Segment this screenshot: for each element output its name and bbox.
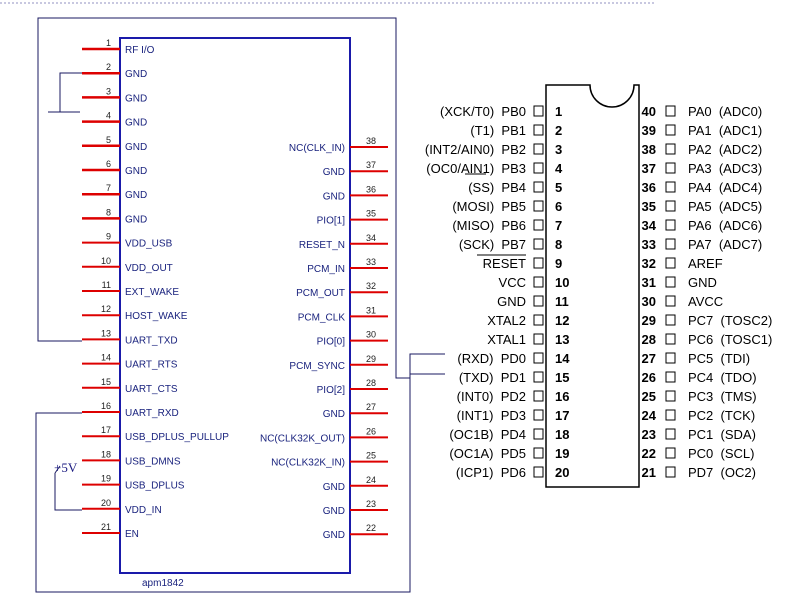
- mcu-pin-pad: [534, 372, 543, 382]
- module-pin-number: 13: [100, 328, 111, 339]
- module-pin-number: 11: [101, 280, 111, 290]
- mcu-pin-number: 15: [555, 370, 570, 385]
- module-pin-label: NC(CLK32K_OUT): [259, 433, 345, 445]
- mcu-pin-pad: [666, 448, 675, 458]
- mcu-pin-pad: [666, 258, 675, 268]
- mcu-pin-number: 27: [641, 351, 656, 366]
- wires: [36, 18, 445, 592]
- module-pin-number: 37: [366, 160, 377, 171]
- mcu-pin-number: 17: [555, 408, 570, 423]
- mcu-pin-pad: [534, 391, 543, 401]
- mcu-pin-label: AREF: [688, 256, 723, 271]
- mcu-pin-label: VCC: [498, 275, 526, 290]
- mcu-pin-number: 8: [555, 237, 563, 252]
- mcu-pin-label: PA6 (ADC6): [688, 218, 763, 233]
- mcu-pin-number: 11: [555, 294, 569, 309]
- mcu-pin-pad: [666, 163, 675, 173]
- mcu-pin-label: PC2 (TCK): [688, 408, 756, 423]
- mcu-pin-pad: [534, 144, 543, 154]
- module-pin-label: GND: [125, 117, 148, 129]
- mcu-pin-label: (TXD) PD1: [458, 370, 526, 385]
- module-pin-number: 25: [366, 450, 377, 461]
- module-pin-label: VDD_USB: [125, 238, 173, 250]
- module-pin-label: GND: [322, 481, 345, 493]
- module-pin-number: 15: [100, 376, 111, 387]
- module-pin-number: 4: [105, 110, 111, 121]
- module-pin-label: GND: [125, 166, 148, 177]
- module-pin-label: GND: [322, 167, 345, 179]
- mcu-pin-number: 24: [641, 408, 656, 423]
- module-pin-number: 33: [366, 257, 377, 267]
- module-pin-label: PCM_CLK: [297, 312, 345, 324]
- mcu-pin-label: (SS) PB4: [468, 180, 526, 195]
- mcu-pin-number: 28: [641, 332, 656, 347]
- mcu-pin-number: 37: [641, 161, 656, 176]
- mcu-pin-number: 32: [641, 256, 656, 271]
- mcu-pin-label: XTAL2: [487, 313, 526, 328]
- module-pin-label: GND: [125, 214, 148, 226]
- module-pin-number: 20: [100, 497, 111, 508]
- module-pin-number: 10: [100, 255, 111, 266]
- mcu-pin-number: 31: [641, 275, 656, 290]
- mcu-pin-pad: [534, 334, 543, 344]
- wire-rxd-to-txd: [36, 374, 445, 592]
- mcu-pin-number: 6: [555, 199, 563, 214]
- mcu-pin-pad: [534, 448, 543, 458]
- power-label: +5V: [54, 460, 78, 475]
- mcu-pin-number: 40: [641, 104, 656, 119]
- mcu-pin-number: 36: [641, 180, 656, 195]
- mcu-pin-label: RESET: [482, 256, 526, 271]
- mcu-pin-number: 7: [555, 218, 563, 233]
- mcu-pin-number: 4: [555, 161, 563, 176]
- mcu-pin-pad: [666, 239, 675, 249]
- mcu-pin-pad: [666, 277, 675, 287]
- module-pin-label: UART_RTS: [125, 359, 178, 371]
- mcu-pin-label: PA7 (ADC7): [688, 237, 763, 252]
- mcu-pin-label: PD7 (OC2): [688, 465, 756, 480]
- module-pin-label: GND: [125, 141, 148, 153]
- module-pin-number: 7: [105, 183, 111, 194]
- module-pin-label: EXT_WAKE: [125, 287, 180, 298]
- mcu-pin-number: 16: [555, 389, 570, 404]
- module-pin-label: PCM_IN: [307, 264, 345, 275]
- mcu-pin-number: 39: [641, 123, 656, 138]
- module-pin-number: 5: [105, 134, 111, 145]
- module-pin-number: 2: [105, 62, 111, 73]
- mcu-pin-label: PC0 (SCL): [688, 446, 755, 461]
- module-pin-number: 8: [105, 207, 111, 218]
- module-pin-number: 29: [366, 353, 377, 364]
- mcu-pin-label: (INT2/AIN0) PB2: [424, 142, 526, 157]
- mcu-pin-label: PA2 (ADC2): [688, 142, 763, 157]
- mcu-pin-number: 23: [641, 427, 656, 442]
- module-pin-label: PIO[2]: [316, 385, 345, 396]
- mcu-pin-label: PC5 (TDI): [688, 351, 751, 366]
- mcu-pin-pad: [666, 296, 675, 306]
- mcu-pin-label: PC3 (TMS): [688, 389, 757, 404]
- module-pin-number: 26: [366, 426, 377, 437]
- mcu-pin-pad: [534, 125, 543, 135]
- module-pin-label: USB_DPLUS_PULLUP: [125, 432, 229, 444]
- module-pin-label: NC(CLK_IN): [288, 143, 345, 154]
- mcu-pin-pad: [666, 353, 675, 363]
- module-pin-number: 35: [366, 208, 377, 219]
- mcu-pin-label: PC6 (TOSC1): [688, 332, 773, 347]
- module-pin-number: 34: [366, 232, 377, 243]
- mcu-pin-label: (MOSI) PB5: [452, 199, 526, 214]
- mcu-pin-pad: [534, 277, 543, 287]
- mcu-pin-number: 20: [555, 465, 570, 480]
- module-pin-number: 18: [100, 449, 111, 460]
- mcu-pin-label: (OC1B) PD4: [449, 427, 526, 442]
- mcu-pin-number: 1: [555, 104, 563, 119]
- mcu-pin-pad: [534, 315, 543, 325]
- mcu-pin-label: XTAL1: [487, 332, 526, 347]
- mcu-pin-number: 34: [641, 218, 656, 233]
- module-left-pins: [82, 38, 229, 540]
- mcu-pin-number: 3: [555, 142, 563, 157]
- module-pin-number: 21: [100, 522, 111, 532]
- mcu-pin-label: (INT0) PD2: [456, 389, 526, 404]
- mcu-pin-number: 26: [641, 370, 656, 385]
- module-outline: [120, 38, 350, 573]
- mcu-pin-number: 13: [555, 332, 570, 347]
- mcu-pin-number: 35: [641, 199, 656, 214]
- mcu-pin-pad: [534, 296, 543, 306]
- module-pin-number: 32: [366, 281, 377, 292]
- mcu-pin-pad: [666, 467, 675, 477]
- mcu-pin-number: 2: [555, 123, 563, 138]
- mcu-pin-label: GND: [497, 294, 526, 309]
- mcu-pin-pad: [666, 315, 675, 325]
- module-pin-label: NC(CLK32K_IN): [271, 457, 345, 469]
- module-pin-label: GND: [322, 409, 345, 421]
- mcu-pin-pad: [666, 220, 675, 230]
- mcu-pin-number: 21: [641, 465, 656, 480]
- mcu-pin-label: GND: [688, 275, 717, 290]
- bluetooth-module: [82, 38, 388, 589]
- module-pin-number: 1: [105, 38, 111, 48]
- module-pin-number: 23: [366, 499, 377, 509]
- mcu-pin-number: 30: [641, 294, 656, 309]
- module-pin-number: 19: [100, 473, 111, 484]
- mcu-pin-pad: [666, 106, 675, 116]
- mcu-pin-label: (ICP1) PD6: [455, 465, 526, 480]
- mcu-pin-pad: [534, 429, 543, 439]
- mcu-pin-number: 25: [641, 389, 656, 404]
- module-pin-label: PCM_SYNC: [289, 360, 345, 372]
- module-right-pins: [260, 136, 388, 541]
- mcu-pin-number: 9: [555, 256, 563, 271]
- mcu-pin-pad: [534, 239, 543, 249]
- mcu-pin-number: 29: [641, 313, 656, 328]
- mcu-pin-pad: [534, 106, 543, 116]
- module-pin-number: 3: [105, 86, 111, 97]
- mcu-right-pins: [642, 104, 773, 480]
- module-name: apm1842: [142, 578, 184, 589]
- module-pin-label: USB_DMNS: [125, 456, 181, 468]
- mcu-pin-label: (T1) PB1: [470, 123, 526, 138]
- module-pin-number: 9: [105, 231, 111, 242]
- module-pin-label: GND: [125, 93, 148, 105]
- module-pin-number: 36: [366, 184, 377, 195]
- mcu-pin-label: PA0 (ADC0): [688, 104, 763, 119]
- module-pin-label: RESET_N: [298, 239, 345, 251]
- module-pin-number: 14: [100, 352, 111, 363]
- mcu-pin-pad: [534, 258, 543, 268]
- module-pin-number: 12: [100, 304, 111, 315]
- module-pin-number: 38: [366, 136, 377, 146]
- mcu-pin-label: (MISO) PB6: [452, 218, 526, 233]
- mcu-pin-pad: [666, 201, 675, 211]
- mcu-pin-label: (RXD) PD0: [457, 351, 526, 366]
- mcu-pin-number: 12: [555, 313, 570, 328]
- mcu-pin-number: 22: [641, 446, 656, 461]
- wire-5v-feed: [55, 473, 82, 510]
- module-pin-label: GND: [322, 530, 345, 542]
- module-pin-label: HOST_WAKE: [125, 311, 188, 323]
- wire-gnd-tie: [48, 73, 82, 112]
- mcu-pin-pad: [666, 429, 675, 439]
- module-pin-number: 6: [105, 159, 111, 169]
- module-pin-number: 27: [366, 402, 377, 413]
- mcu-pin-label: (SCK) PB7: [458, 237, 526, 252]
- module-pin-number: 16: [100, 401, 111, 411]
- mcu-pin-label: (INT1) PD3: [456, 408, 526, 423]
- mcu-pin-number: 33: [641, 237, 656, 252]
- mcu-pin-label: PA3 (ADC3): [688, 161, 763, 176]
- module-pin-label: GND: [125, 190, 148, 202]
- mcu-pin-pad: [534, 353, 543, 363]
- mcu-pin-number: 14: [555, 351, 570, 366]
- mcu-pin-pad: [666, 410, 675, 420]
- mcu-pin-number: 10: [555, 275, 570, 290]
- mcu-pin-pad: [534, 201, 543, 211]
- mcu-chip: [425, 85, 772, 487]
- module-pin-number: 28: [366, 378, 377, 388]
- module-pin-number: 31: [366, 305, 377, 316]
- mcu-pin-pad: [534, 182, 543, 192]
- module-pin-number: 17: [100, 425, 111, 436]
- mcu-pin-label: PA1 (ADC1): [688, 123, 763, 138]
- mcu-pin-pad: [534, 220, 543, 230]
- module-pin-label: GND: [322, 506, 345, 517]
- mcu-pin-pad: [666, 391, 675, 401]
- mcu-pin-label: AVCC: [688, 294, 724, 309]
- module-pin-label: UART_RXD: [125, 408, 179, 419]
- mcu-pin-pad: [666, 125, 675, 135]
- module-pin-number: 24: [366, 474, 377, 485]
- mcu-pin-number: 18: [555, 427, 570, 442]
- mcu-pin-pad: [534, 163, 543, 173]
- mcu-pin-number: 19: [555, 446, 570, 461]
- mcu-pin-label: (XCK/T0) PB0: [440, 104, 526, 119]
- mcu-pin-pad: [666, 182, 675, 192]
- module-pin-number: 30: [366, 329, 377, 340]
- mcu-pin-pad: [666, 334, 675, 344]
- module-pin-label: USB_DPLUS: [125, 480, 185, 492]
- mcu-pin-label: (OC0/AIN1) PB3: [426, 161, 526, 176]
- module-pin-label: VDD_IN: [125, 504, 162, 516]
- module-pin-label: PIO[0]: [316, 336, 345, 348]
- mcu-pin-label: PA4 (ADC4): [688, 180, 763, 195]
- mcu-pin-label: PC4 (TDO): [688, 370, 757, 385]
- module-pin-label: EN: [125, 529, 139, 540]
- mcu-left-pins: [425, 104, 570, 480]
- module-pin-label: UART_CTS: [125, 383, 178, 395]
- mcu-pin-number: 38: [641, 142, 656, 157]
- mcu-pin-label: PC1 (SDA): [688, 427, 756, 442]
- mcu-pin-number: 5: [555, 180, 563, 195]
- mcu-pin-pad: [666, 144, 675, 154]
- module-pin-label: RF I/O: [125, 45, 155, 56]
- module-pin-label: GND: [125, 69, 148, 81]
- mcu-pin-pad: [666, 372, 675, 382]
- module-pin-label: VDD_OUT: [125, 262, 173, 274]
- mcu-pin-pad: [534, 467, 543, 477]
- mcu-pin-pad: [534, 410, 543, 420]
- mcu-pin-label: PC7 (TOSC2): [688, 313, 773, 328]
- module-pin-number: 22: [366, 523, 377, 534]
- module-pin-label: GND: [322, 191, 345, 203]
- mcu-pin-label: PA5 (ADC5): [688, 199, 763, 214]
- module-pin-label: PIO[1]: [316, 215, 345, 227]
- module-pin-label: PCM_OUT: [296, 288, 345, 300]
- mcu-pin-label: (OC1A) PD5: [449, 446, 526, 461]
- module-pin-label: UART_TXD: [125, 335, 178, 347]
